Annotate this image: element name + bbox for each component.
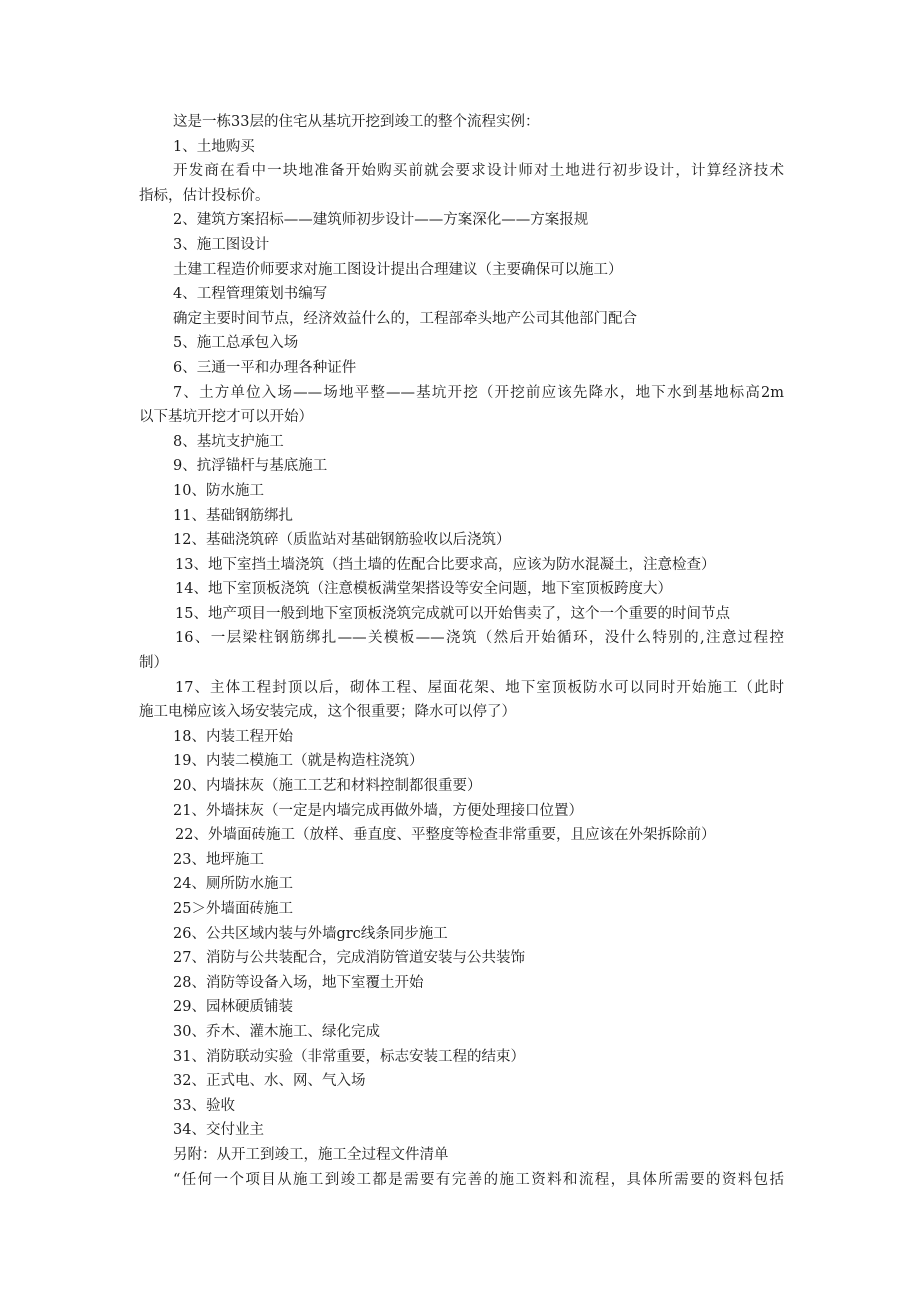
- step-3-heading: 3、施工图设计: [173, 236, 270, 253]
- step-18-heading: 18、内装工程开始: [173, 728, 293, 745]
- step-7-heading: 7、土方单位入场——场地平整——基坑开挖（开挖前应该先降水，地下水到基地标高2m: [173, 384, 784, 401]
- step-33-heading: 33、验收: [173, 1097, 235, 1114]
- step-17-heading: 17、主体工程封顶以后，砌体工程、屋面花架、地下室顶板防水可以同时开始施工（此时: [175, 679, 784, 696]
- appendix-heading: 另附：从开工到竣工，施工全过程文件清单: [173, 1146, 449, 1163]
- step-30-heading: 30、乔木、灌木施工、绿化完成: [173, 1023, 380, 1040]
- step-27-heading: 27、消防与公共装配合，完成消防管道安装与公共装饰: [173, 950, 525, 967]
- step-28-heading: 28、消防等设备入场，地下室覆土开始: [173, 974, 424, 991]
- step-20-heading: 20、内墙抹灰（施工工艺和材料控制都很重要）: [173, 778, 482, 795]
- step-1-heading: 1、土地购买: [173, 138, 255, 155]
- step-16-heading: 16、一层梁柱钢筋绑扎——关模板——浇筑（然后开始循环，没什么特别的,注意过程控: [175, 630, 784, 647]
- step-9-heading: 9、抗浮锚杆与基底施工: [173, 458, 328, 475]
- appendix-text: “任何一个项目从施工到竣工都是需要有完善的施工资料和流程，具体所需要的资料包括: [173, 1171, 784, 1188]
- step-6-heading: 6、三通一平和办理各种证件: [173, 359, 357, 376]
- step-15-heading: 15、地产项目一般到地下室顶板浇筑完成就可以开始售卖了，这个一个重要的时间节点: [175, 605, 730, 622]
- step-13-heading: 13、地下室挡土墙浇筑（挡土墙的佐配合比要求高，应该为防水混凝土，注意检查）: [175, 556, 716, 573]
- step-14-heading: 14、地下室顶板浇筑（注意模板满堂架搭设等安全问题，地下室顶板跨度大）: [175, 581, 672, 598]
- step-25-heading: 25＞外墙面砖施工: [173, 901, 293, 917]
- step-4-text: 确定主要时间节点，经济效益什么的，工程部牵头地产公司其他部门配合: [173, 310, 637, 327]
- step-8-heading: 8、基坑支护施工: [173, 433, 284, 450]
- step-23-heading: 23、地坪施工: [173, 851, 264, 868]
- step-11-heading: 11、基础钢筋绑扎: [173, 507, 293, 524]
- step-3-text: 土建工程造价师要求对施工图设计提出合理建议（主要确保可以施工）: [173, 261, 623, 278]
- step-10-heading: 10、防水施工: [173, 482, 264, 499]
- document-body: [139, 110, 784, 1192]
- step-5-heading: 5、施工总承包入场: [173, 335, 299, 352]
- step-21-heading: 21、外墙抹灰（一定是内墙完成再做外墙，方便处理接口位置）: [173, 802, 583, 819]
- step-1-text: 开发商在看中一块地准备开始购买前就会要求设计师对土地进行初步设计，计算经济技术: [173, 163, 784, 180]
- step-26-heading: 26、公共区域内装与外墙grc线条同步施工: [173, 925, 448, 942]
- step-4-heading: 4、工程管理策划书编写: [173, 286, 328, 303]
- step-31-heading: 31、消防联动实验（非常重要，标志安装工程的结束）: [173, 1048, 525, 1065]
- step-34-heading: 34、交付业主: [173, 1122, 264, 1139]
- step-32-heading: 32、正式电、水、网、气入场: [173, 1073, 366, 1090]
- step-19-heading: 19、内装二模施工（就是构造柱浇筑）: [173, 753, 424, 770]
- step-7-cont: 以下基坑开挖才可以开始）: [139, 409, 313, 426]
- step-29-heading: 29、园林硬质铺装: [173, 999, 293, 1016]
- step-24-heading: 24、厕所防水施工: [173, 876, 293, 893]
- step-1-text-cont: 指标，估计投标价。: [139, 187, 270, 204]
- step-2-heading: 2、建筑方案招标——建筑师初步设计——方案深化——方案报规: [173, 212, 589, 229]
- intro-line: 这是一栋33层的住宅从基坑开挖到竣工的整个流程实例：: [173, 114, 540, 130]
- step-16-cont: 制）: [139, 655, 168, 672]
- step-17-cont: 施工电梯应该入场安装完成，这个很重要；降水可以停了）: [139, 704, 516, 721]
- step-22-heading: 22、外墙面砖施工（放样、垂直度、平整度等检查非常重要，且应该在外架拆除前）: [175, 827, 716, 844]
- step-12-heading: 12、基础浇筑碎（质监站对基础钢筋验收以后浇筑）: [173, 532, 511, 549]
